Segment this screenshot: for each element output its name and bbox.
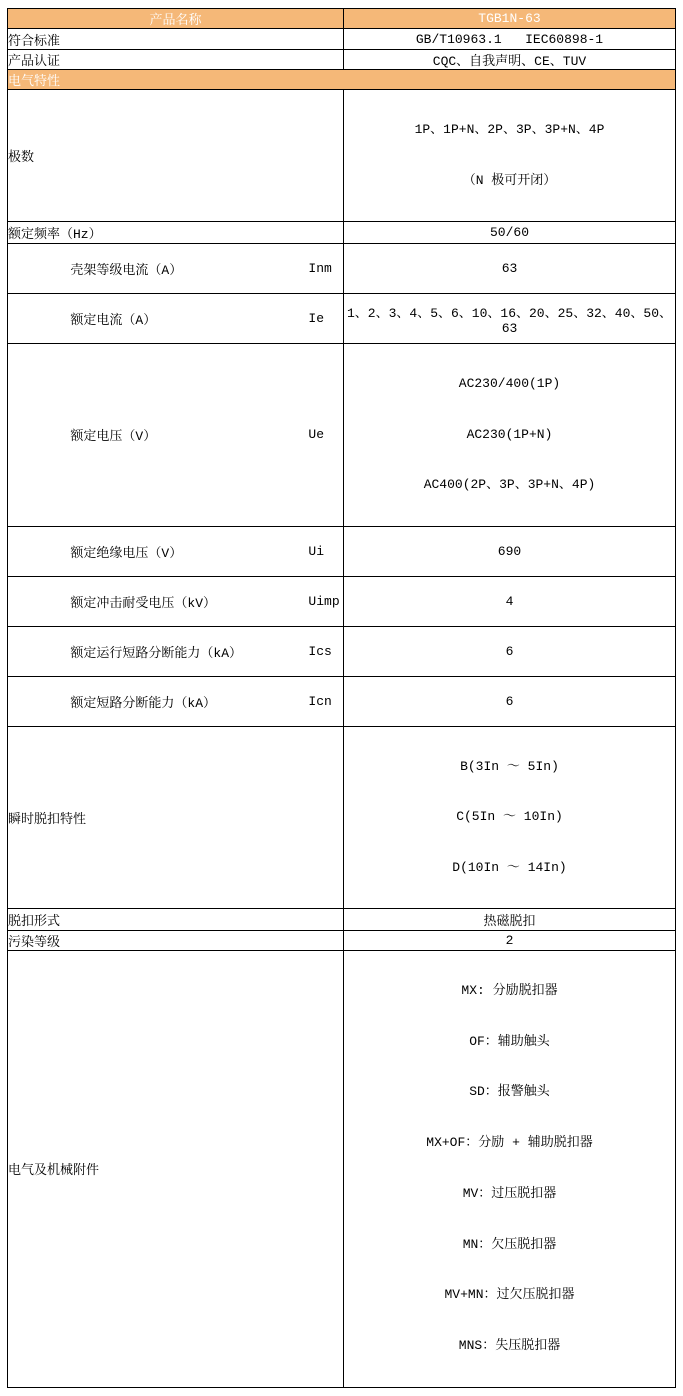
frequency-label-cell xyxy=(8,222,344,244)
product-model-cell: TGB1N-63 xyxy=(344,9,676,29)
impulse-voltage-label: 额定冲击耐受电压（kV） xyxy=(70,595,217,611)
accessories-value-line: MV+MN：过欠压脱扣器 xyxy=(444,1287,575,1303)
instantaneous-trip-label-cell xyxy=(8,726,344,909)
standards-label-cell xyxy=(8,29,344,50)
accessories-label-cell xyxy=(8,951,344,1388)
frequency-label: 额定频率（Hz） xyxy=(8,227,102,242)
rated-current-label: 额定电流（A） xyxy=(70,313,157,328)
row-insulation-voltage xyxy=(8,526,676,576)
pollution-degree-label-cell xyxy=(8,931,344,951)
standards-label: 符合标准 xyxy=(8,33,61,49)
rated-voltage-value-line: AC400(2P、3P、3P+N、4P) xyxy=(423,477,596,492)
instantaneous-trip-label: 瞬时脱扣特性 xyxy=(8,811,87,827)
frequency-value-cell: 50/60 xyxy=(344,222,676,244)
row-standards xyxy=(8,29,676,50)
row-ultimate-breaking-capacity xyxy=(8,676,676,726)
product-name-header-cell: 产品名称 xyxy=(8,9,344,29)
row-rated-voltage xyxy=(8,344,676,527)
trip-type-value-cell: 热磁脱扣 xyxy=(344,909,676,931)
service-breaking-value-cell: 6 xyxy=(344,626,676,676)
impulse-voltage-symbol: Uimp xyxy=(308,593,340,609)
row-certification xyxy=(8,50,676,70)
ultimate-breaking-value-cell: 6 xyxy=(344,676,676,726)
accessories-value-line: MX: 分励脱扣器 xyxy=(461,983,558,998)
rated-voltage-label: 额定电压（V） xyxy=(70,429,157,445)
frame-current-symbol: Inm xyxy=(308,261,332,276)
accessories-value-line: SD：报警触头 xyxy=(469,1084,550,1100)
frame-current-value-cell: 63 xyxy=(344,244,676,294)
impulse-voltage-label-cell xyxy=(8,576,344,626)
poles-value-cell xyxy=(344,90,676,222)
accessories-label: 电气及机械附件 xyxy=(8,1163,100,1179)
certification-label: 产品认证 xyxy=(8,54,61,69)
accessories-value-cell xyxy=(344,951,676,1388)
insulation-voltage-label: 额定绝缘电压（V） xyxy=(70,545,183,561)
service-breaking-symbol: Ics xyxy=(308,643,332,659)
rated-voltage-value-line: AC230/400(1P) xyxy=(458,376,561,391)
accessories-value-line: MN：欠压脱扣器 xyxy=(462,1236,557,1252)
rated-current-symbol: Ie xyxy=(308,311,325,326)
row-rated-current xyxy=(8,294,676,344)
row-frame-current xyxy=(8,244,676,294)
accessories-value-line: MNS：失压脱扣器 xyxy=(458,1337,561,1353)
row-section-electrical xyxy=(8,70,676,90)
poles-value-line: （N 极可开闭） xyxy=(462,172,557,188)
trip-type-label-cell xyxy=(8,909,344,931)
row-pollution-degree xyxy=(8,931,676,951)
certification-value-cell: CQC、自我声明、CE、TUV xyxy=(344,50,676,70)
instantaneous-trip-value-cell xyxy=(344,726,676,909)
certification-label-cell xyxy=(8,50,344,70)
pollution-degree-label: 污染等级 xyxy=(8,935,61,950)
ultimate-breaking-label: 额定短路分断能力（kA） xyxy=(70,695,217,711)
row-trip-type xyxy=(8,909,676,931)
instantaneous-trip-value-line: B(3In ～ 5In) xyxy=(460,758,559,774)
trip-type-label: 脱扣形式 xyxy=(8,914,61,929)
frame-current-label-cell xyxy=(8,244,344,294)
ultimate-breaking-symbol: Icn xyxy=(308,693,332,709)
instantaneous-trip-value-line: D(10In ～ 14In) xyxy=(452,859,567,875)
row-poles xyxy=(8,90,676,222)
accessories-value-line: MV：过压脱扣器 xyxy=(462,1185,557,1201)
row-frequency xyxy=(8,222,676,244)
rated-voltage-symbol: Ue xyxy=(308,427,325,443)
instantaneous-trip-value-line: C(5In ～ 10In) xyxy=(456,809,563,824)
row-accessories xyxy=(8,951,676,1388)
frame-current-label: 壳架等级电流（A） xyxy=(70,263,183,278)
rated-current-label-cell xyxy=(8,294,344,344)
accessories-value-line: OF：辅助触头 xyxy=(469,1033,550,1049)
insulation-voltage-value-cell: 690 xyxy=(344,526,676,576)
row-impulse-voltage xyxy=(8,576,676,626)
section-electrical-title: 电气特性 xyxy=(8,70,676,90)
rated-voltage-value-cell xyxy=(344,344,676,527)
poles-label: 极数 xyxy=(8,150,35,165)
accessories-value-line: MX+OF：分励 + 辅助脱扣器 xyxy=(426,1135,593,1151)
row-product-header xyxy=(8,9,676,29)
impulse-voltage-value-cell: 4 xyxy=(344,576,676,626)
standards-value-cell: GB/T10963.1 IEC60898-1 xyxy=(344,29,676,50)
service-breaking-label: 额定运行短路分断能力（kA） xyxy=(70,645,243,661)
spec-table xyxy=(7,8,676,1388)
row-service-breaking-capacity xyxy=(8,626,676,676)
service-breaking-label-cell xyxy=(8,626,344,676)
rated-voltage-label-cell xyxy=(8,344,344,527)
pollution-degree-value-cell: 2 xyxy=(344,931,676,951)
insulation-voltage-symbol: Ui xyxy=(308,543,325,559)
insulation-voltage-label-cell xyxy=(8,526,344,576)
row-instantaneous-trip xyxy=(8,726,676,909)
poles-value-line: 1P、1P+N、2P、3P、3P+N、4P xyxy=(414,122,605,137)
rated-current-value-cell: 1、2、3、4、5、6、10、16、20、25、32、40、50、63 xyxy=(344,294,676,344)
poles-label-cell xyxy=(8,90,344,222)
rated-voltage-value-line: AC230(1P+N) xyxy=(466,426,553,442)
ultimate-breaking-label-cell xyxy=(8,676,344,726)
